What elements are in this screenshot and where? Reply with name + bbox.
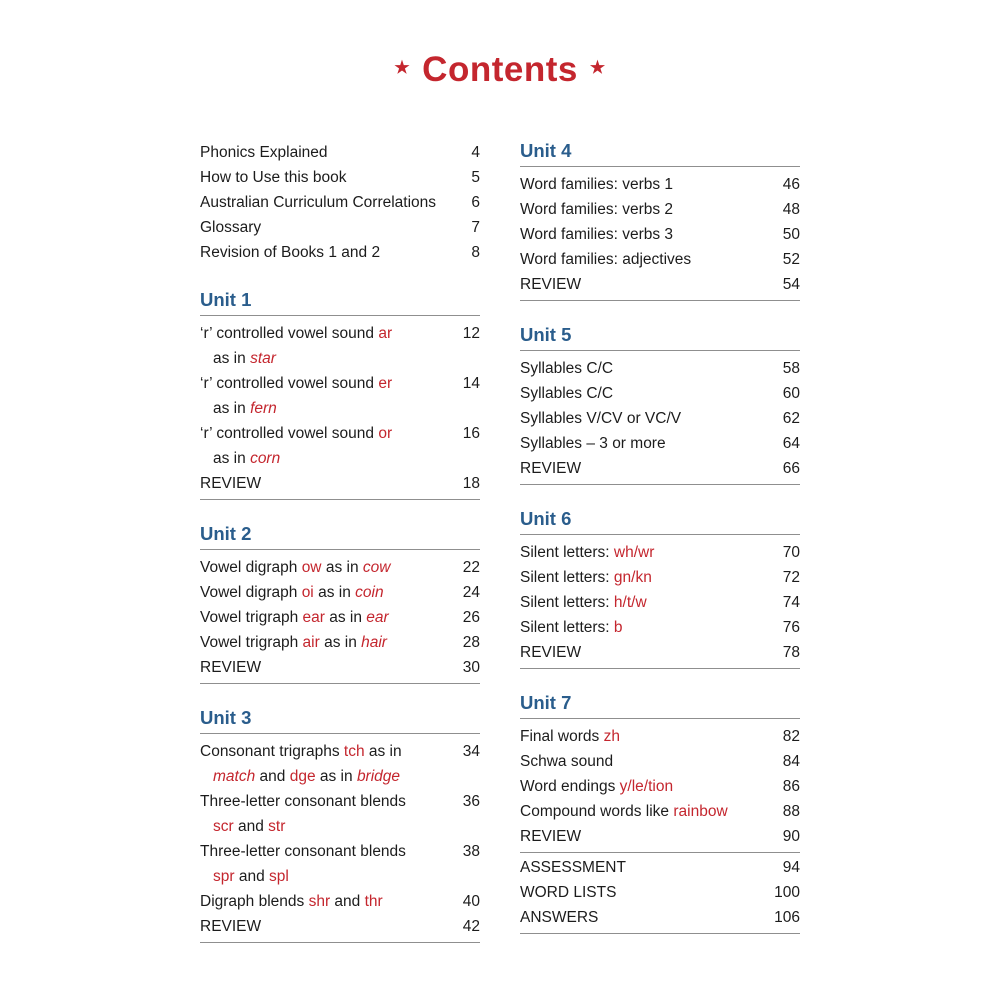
entry-label (200, 555, 446, 580)
entry-text: ANSWERS (520, 909, 599, 926)
unit-heading: Unit 2 (200, 523, 480, 550)
entry-label (520, 640, 766, 665)
toc-entry (200, 421, 480, 471)
star-icon: ★ (394, 57, 411, 77)
entry-label (200, 190, 446, 215)
unit-block (200, 289, 480, 500)
entry-line (520, 356, 760, 381)
toc-entry (520, 799, 800, 824)
entry-text: as in (213, 450, 251, 467)
toc-entry (200, 889, 480, 914)
toc-entry (520, 197, 800, 222)
page-number: 14 (462, 375, 480, 392)
entry-line (200, 321, 440, 346)
entry-label (200, 321, 446, 371)
highlight-text: oi (301, 584, 314, 601)
toc-entry (520, 824, 800, 853)
entry-line (200, 421, 440, 446)
page-number: 7 (471, 219, 480, 236)
page-number: 24 (462, 584, 480, 601)
entry-line (200, 140, 440, 165)
entry-text: Compound words like (520, 803, 674, 820)
entry-label (200, 630, 446, 655)
toc-entry (520, 880, 800, 905)
entry-line (520, 824, 760, 849)
toc-entry (200, 580, 480, 605)
page-number: 86 (782, 778, 800, 795)
entry-line (200, 165, 440, 190)
entry-label (200, 739, 446, 789)
entry-label (520, 590, 766, 615)
entry-text: Word families: verbs 2 (520, 201, 674, 218)
entry-text: ASSESSMENT (520, 859, 626, 876)
entry-text: Three-letter consonant blends (200, 793, 406, 810)
entry-line (200, 839, 440, 864)
entry-text: Vowel digraph (200, 559, 302, 576)
entry-label (200, 580, 446, 605)
page-number: 66 (782, 460, 800, 477)
toc-entry (520, 406, 800, 431)
toc-entry (520, 615, 800, 640)
unit-block (520, 324, 800, 485)
entry-text: Silent letters: (520, 544, 614, 561)
entry-line (520, 406, 760, 431)
toc-entry (520, 640, 800, 669)
toc-entry (520, 774, 800, 799)
entry-label (200, 914, 446, 939)
entry-text: Three-letter consonant blends (200, 843, 406, 860)
entry-label (520, 749, 766, 774)
unit-block (520, 508, 800, 669)
entry-line (520, 905, 760, 930)
entry-label (520, 824, 766, 849)
page-title-text: Contents (422, 50, 578, 89)
star-icon: ★ (589, 57, 606, 77)
page-number: 46 (782, 176, 800, 193)
entry-label (520, 272, 766, 297)
entry-text: Final words (520, 728, 604, 745)
highlight-text: bridge (356, 768, 401, 785)
highlight-text: rainbow (673, 803, 728, 820)
entry-text: Word families: verbs 1 (520, 176, 674, 193)
entry-line (200, 655, 440, 680)
page-number: 58 (782, 360, 800, 377)
highlight-text: scr (213, 818, 234, 835)
entry-text: Digraph blends (200, 893, 309, 910)
page-number: 52 (782, 251, 800, 268)
highlight-text: ar (378, 325, 393, 342)
toc-entry (520, 222, 800, 247)
entry-text: as in (315, 768, 357, 785)
entry-text: Word families: verbs 3 (520, 226, 674, 243)
page-number: 38 (462, 843, 480, 860)
entry-text: Vowel trigraph (200, 609, 303, 626)
toc-entry (520, 905, 800, 934)
entry-text: ‘r’ controlled vowel sound (200, 375, 379, 392)
entry-label (520, 172, 766, 197)
entry-line (520, 724, 760, 749)
page-number: 34 (462, 743, 480, 760)
page-number: 70 (782, 544, 800, 561)
page-number: 6 (471, 194, 480, 211)
entry-text: as in (213, 350, 251, 367)
page-number: 106 (774, 909, 800, 926)
contents-page (200, 0, 800, 945)
entry-label (200, 839, 446, 889)
toc-entry (520, 356, 800, 381)
entry-line (520, 565, 760, 590)
entry-text: REVIEW (520, 276, 582, 293)
page-number: 74 (782, 594, 800, 611)
entry-text: Word families: adjectives (520, 251, 692, 268)
entry-line (200, 215, 440, 240)
page-title (200, 50, 800, 90)
page-number: 88 (782, 803, 800, 820)
entry-text: Word endings (520, 778, 620, 795)
entry-label (520, 565, 766, 590)
entry-line (520, 431, 760, 456)
page-number: 64 (782, 435, 800, 452)
toc-entry (200, 555, 480, 580)
page-number: 84 (782, 753, 800, 770)
entry-line (520, 590, 760, 615)
entry-label (200, 655, 446, 680)
highlight-text: zh (603, 728, 620, 745)
page-number: 72 (782, 569, 800, 586)
entry-text: REVIEW (200, 918, 262, 935)
page-number: 62 (782, 410, 800, 427)
toc-entry (520, 540, 800, 565)
highlight-text: air (302, 634, 320, 651)
entry-line (520, 799, 760, 824)
toc-entry (520, 749, 800, 774)
entry-text: and (330, 893, 365, 910)
entry-line (200, 371, 440, 396)
toc-entry (520, 565, 800, 590)
entry-text: REVIEW (200, 659, 262, 676)
unit-heading: Unit 1 (200, 289, 480, 316)
entry-text: ‘r’ controlled vowel sound (200, 325, 379, 342)
entry-label (520, 431, 766, 456)
entry-label (520, 724, 766, 749)
entry-line (520, 247, 760, 272)
entry-label (200, 889, 446, 914)
entry-continuation-line (200, 864, 440, 889)
highlight-text: ow (301, 559, 322, 576)
entry-text: as in (319, 634, 362, 651)
toc-entry (520, 247, 800, 272)
highlight-text: coin (355, 584, 384, 601)
page-number: 78 (782, 644, 800, 661)
entry-text: Syllables – 3 or more (520, 435, 666, 452)
entry-line (200, 580, 440, 605)
entry-line (520, 540, 760, 565)
entry-line (200, 190, 440, 215)
entry-line (520, 880, 760, 905)
highlight-text: fern (250, 400, 277, 417)
entry-text: Silent letters: (520, 619, 614, 636)
toc-entry (520, 172, 800, 197)
entry-line (200, 739, 440, 764)
entry-text: Vowel digraph (200, 584, 302, 601)
entry-text: and (234, 868, 270, 885)
entry-line (520, 615, 760, 640)
highlight-text: shr (308, 893, 331, 910)
unit-block (200, 523, 480, 684)
entry-text: Schwa sound (520, 753, 614, 770)
toc-left-column (200, 140, 480, 945)
entry-line (520, 855, 760, 880)
unit-block (520, 140, 800, 301)
entry-label (520, 247, 766, 272)
unit-heading: Unit 7 (520, 692, 800, 719)
entry-text: Phonics Explained (200, 144, 328, 161)
highlight-text: dge (289, 768, 316, 785)
unit-block (200, 707, 480, 943)
entry-label (200, 421, 446, 471)
entry-line (520, 381, 760, 406)
page-number: 30 (462, 659, 480, 676)
entry-line (520, 197, 760, 222)
entry-text: as in (324, 609, 367, 626)
entry-label (520, 905, 766, 930)
highlight-text: wh/wr (613, 544, 655, 561)
toc-entry (200, 165, 480, 190)
toc-entry (200, 655, 480, 684)
page-number: 22 (462, 559, 480, 576)
entry-text: as in (213, 400, 251, 417)
page-number: 50 (782, 226, 800, 243)
entry-label (200, 471, 446, 496)
toc-entry (200, 140, 480, 165)
unit-heading: Unit 4 (520, 140, 800, 167)
entry-line (200, 605, 440, 630)
toc-entry (520, 272, 800, 301)
entry-line (200, 630, 440, 655)
unit-block (520, 692, 800, 934)
front-matter-list (200, 140, 480, 265)
page-number: 76 (782, 619, 800, 636)
toc-entry (520, 456, 800, 485)
entry-line (200, 889, 440, 914)
page-number: 26 (462, 609, 480, 626)
toc-entry (200, 240, 480, 265)
entry-line (520, 172, 760, 197)
entry-label (520, 880, 766, 905)
entry-label (520, 615, 766, 640)
highlight-text: match (213, 768, 256, 785)
highlight-text: tch (343, 743, 365, 760)
page-number: 82 (782, 728, 800, 745)
entry-text: as in (313, 584, 356, 601)
highlight-text: star (250, 350, 276, 367)
entry-label (200, 140, 446, 165)
entry-continuation-line (200, 346, 440, 371)
highlight-text: h/t/w (613, 594, 647, 611)
page-number: 16 (462, 425, 480, 442)
page-number: 18 (462, 475, 480, 492)
page-number: 8 (471, 244, 480, 261)
entry-label (520, 774, 766, 799)
entry-continuation-line (200, 446, 440, 471)
page-number: 54 (782, 276, 800, 293)
page-number: 36 (462, 793, 480, 810)
entry-line (520, 456, 760, 481)
entry-text: Australian Curriculum Correlations (200, 194, 437, 211)
entry-continuation-line (200, 396, 440, 421)
highlight-text: str (268, 818, 286, 835)
toc-entry (520, 855, 800, 880)
entry-label (200, 165, 446, 190)
toc-entry (200, 371, 480, 421)
entry-text: ‘r’ controlled vowel sound (200, 425, 379, 442)
entry-text: REVIEW (520, 460, 582, 477)
toc-right-column (520, 140, 800, 936)
entry-text: and (233, 818, 269, 835)
entry-label (520, 222, 766, 247)
entry-label (520, 799, 766, 824)
page-number: 94 (782, 859, 800, 876)
unit-heading: Unit 5 (520, 324, 800, 351)
entry-text: Consonant trigraphs (200, 743, 344, 760)
entry-text: REVIEW (200, 475, 262, 492)
entry-line (200, 471, 440, 496)
entry-text: as in (364, 743, 402, 760)
entry-text: How to Use this book (200, 169, 347, 186)
entry-continuation-line (200, 814, 440, 839)
entry-text: WORD LISTS (520, 884, 617, 901)
highlight-text: thr (364, 893, 383, 910)
entry-text: Vowel trigraph (200, 634, 303, 651)
entry-text: REVIEW (520, 828, 582, 845)
page-number: 28 (462, 634, 480, 651)
entry-label (520, 197, 766, 222)
page-number: 60 (782, 385, 800, 402)
entry-line (200, 240, 440, 265)
entry-line (200, 555, 440, 580)
entry-label (520, 381, 766, 406)
toc-entry (200, 739, 480, 789)
toc-columns (200, 140, 800, 945)
toc-entry (520, 381, 800, 406)
entry-line (200, 914, 440, 939)
highlight-text: ear (366, 609, 389, 626)
page-number: 100 (774, 884, 800, 901)
unit-heading: Unit 6 (520, 508, 800, 535)
highlight-text: b (613, 619, 623, 636)
toc-entry (200, 471, 480, 500)
highlight-text: ear (302, 609, 325, 626)
entry-label (200, 215, 446, 240)
highlight-text: spr (213, 868, 235, 885)
highlight-text: gn/kn (613, 569, 652, 586)
highlight-text: or (378, 425, 393, 442)
toc-entry (200, 215, 480, 240)
entry-label (520, 855, 766, 880)
toc-entry (200, 190, 480, 215)
highlight-text: er (378, 375, 393, 392)
entry-label (520, 406, 766, 431)
entry-text: as in (321, 559, 363, 576)
toc-entry (200, 321, 480, 371)
toc-entry (520, 590, 800, 615)
entry-label (520, 356, 766, 381)
entry-label (200, 371, 446, 421)
entry-continuation-line (200, 764, 440, 789)
entry-text: Glossary (200, 219, 262, 236)
highlight-text: corn (250, 450, 281, 467)
highlight-text: spl (269, 868, 289, 885)
highlight-text: cow (362, 559, 391, 576)
unit-heading: Unit 3 (200, 707, 480, 734)
entry-label (200, 605, 446, 630)
entry-label (200, 240, 446, 265)
entry-label (520, 456, 766, 481)
entry-line (520, 774, 760, 799)
entry-text: Syllables C/C (520, 385, 614, 402)
toc-entry (200, 789, 480, 839)
entry-line (520, 222, 760, 247)
page-number: 4 (471, 144, 480, 161)
toc-entry (520, 431, 800, 456)
entry-label (520, 540, 766, 565)
page-number: 90 (782, 828, 800, 845)
toc-entry (200, 605, 480, 630)
entry-text: Revision of Books 1 and 2 (200, 244, 381, 261)
toc-entry (200, 630, 480, 655)
page-number: 5 (471, 169, 480, 186)
entry-line (520, 272, 760, 297)
highlight-text: hair (361, 634, 387, 651)
page-number: 12 (462, 325, 480, 342)
page-number: 40 (462, 893, 480, 910)
page-number: 42 (462, 918, 480, 935)
entry-line (200, 789, 440, 814)
page-number: 48 (782, 201, 800, 218)
toc-entry (200, 839, 480, 889)
entry-text: Syllables V/CV or VC/V (520, 410, 682, 427)
entry-text: Silent letters: (520, 569, 614, 586)
entry-line (520, 749, 760, 774)
entry-line (520, 640, 760, 665)
entry-text: and (255, 768, 290, 785)
entry-label (200, 789, 446, 839)
entry-text: Silent letters: (520, 594, 614, 611)
toc-entry (520, 724, 800, 749)
highlight-text: y/le/tion (619, 778, 674, 795)
entry-text: REVIEW (520, 644, 582, 661)
entry-text: Syllables C/C (520, 360, 614, 377)
toc-entry (200, 914, 480, 943)
